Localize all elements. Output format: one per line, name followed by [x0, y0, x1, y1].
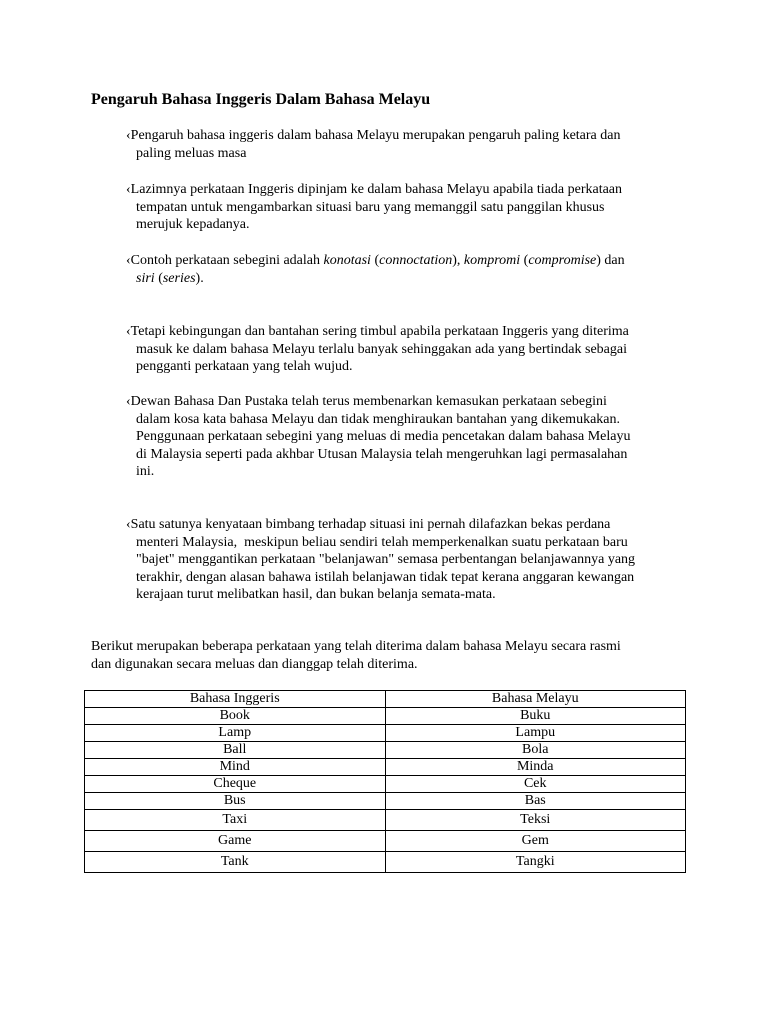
table-row	[85, 793, 686, 810]
term-series: series	[162, 270, 196, 286]
bullet-marker-icon: ‹	[126, 324, 131, 339]
bullet-paragraph-5	[126, 393, 686, 481]
intro-line-1: Berikut merupakan beberapa perkataan yang telah diterima dalam bahasa Melayu secara rasmi	[91, 639, 621, 654]
bullet-4-line-1: Tetapi kebingungan dan bantahan sering timbul apabila perkataan Inggeris yang diterima	[130, 324, 629, 339]
malay-word: Cek	[385, 776, 686, 793]
table-row	[85, 725, 686, 742]
english-word: Lamp	[85, 725, 386, 742]
bullet-3-text: (	[154, 270, 163, 286]
table-row	[85, 776, 686, 793]
english-word: Book	[85, 708, 386, 725]
table-row	[85, 742, 686, 759]
term-connoctation: connoctation	[379, 253, 453, 268]
bullet-5-line-1: Dewan Bahasa Dan Pustaka telah terus membenarkan kemasukan perkataan sebegini	[130, 394, 607, 409]
bullet-1-line-1: Pengaruh bahasa inggeris dalam bahasa Melayu merupakan pengaruh paling ketara dan	[130, 128, 621, 143]
bullet-5-line-2: dalam kosa kata bahasa Melayu dan tidak menghiraukan bantahan yang dikemukakan.	[136, 411, 620, 427]
table-row	[85, 810, 686, 831]
bullet-paragraph-4	[126, 323, 686, 376]
term-siri: siri	[136, 270, 155, 286]
term-konotasi: konotasi	[323, 253, 371, 268]
english-word: Mind	[85, 759, 386, 776]
intro-line-2: dan digunakan secara meluas dan dianggap telah diterima.	[91, 657, 418, 672]
english-word: Taxi	[85, 810, 386, 831]
english-word: Game	[85, 831, 386, 852]
bullet-marker-icon: ‹	[126, 517, 131, 532]
term-kompromi: kompromi	[463, 253, 521, 268]
table-row	[85, 852, 686, 873]
malay-word: Tangki	[385, 852, 686, 873]
bullet-marker-icon: ‹	[126, 253, 131, 268]
malay-word: Minda	[385, 759, 686, 776]
table-row	[85, 759, 686, 776]
bullet-marker-icon: ‹	[126, 394, 131, 409]
malay-word: Lampu	[385, 725, 686, 742]
bullet-4-line-3: pengganti perkataan yang telah wujud.	[136, 359, 353, 374]
bullet-3-text: Contoh perkataan sebegini adalah	[130, 253, 324, 268]
bullet-3-text: (	[520, 253, 529, 268]
header-bahasa-melayu: Bahasa Melayu	[385, 691, 686, 708]
bullet-paragraph-3	[126, 252, 686, 287]
bullet-marker-icon: ‹	[126, 128, 131, 143]
bullet-2-line-3: merujuk kepadanya.	[136, 217, 250, 232]
table-row	[85, 708, 686, 725]
bullet-5-line-5: ini.	[136, 464, 155, 479]
bullet-6-line-3: "bajet" menggantikan perkataan "belanjawan" semasa perbentangan belanjawannya yang	[136, 552, 636, 567]
malay-word: Teksi	[385, 810, 686, 831]
bullet-3-text: ),	[452, 253, 464, 268]
english-word: Cheque	[85, 776, 386, 793]
malay-word: Bas	[385, 793, 686, 810]
table-intro-paragraph	[91, 638, 691, 674]
bullet-2-line-1: Lazimnya perkataan Inggeris dipinjam ke dalam bahasa Melayu apabila tiada perkataan	[130, 182, 623, 197]
bullet-6-line-2: menteri Malaysia, meskipun beliau sendiri telah memperkenalkan suatu perkataan baru	[136, 534, 628, 550]
bullet-1-line-2: paling meluas masa	[136, 145, 247, 161]
bullet-paragraph-1	[126, 127, 686, 162]
bullet-6-line-4: terakhir, dengan alasan bahawa istilah belanjawan tidak tepat kerana anggaran kewangan	[136, 569, 635, 585]
bullet-4-line-2: masuk ke dalam bahasa Melayu terlalu banyak sehinggakan ada yang bertindak sebagai	[136, 341, 627, 357]
bullet-paragraph-2	[126, 181, 686, 234]
table-row	[85, 831, 686, 852]
english-word: Bus	[85, 793, 386, 810]
bullet-3-text: ) dan	[596, 253, 625, 268]
malay-word: Gem	[385, 831, 686, 852]
table-header-row	[85, 691, 686, 708]
loanword-table	[84, 690, 686, 873]
bullet-3-text: ).	[195, 270, 204, 286]
english-word: Tank	[85, 852, 386, 873]
term-compromise: compromise	[528, 253, 597, 268]
bullet-5-line-4: di Malaysia seperti pada akhbar Utusan Malaysia telah mengeruhkan lagi permasalahan	[136, 446, 628, 462]
bullet-3-text: (	[370, 253, 380, 268]
bullet-6-line-1: Satu satunya kenyataan bimbang terhadap situasi ini pernah dilafazkan bekas perdana	[130, 517, 611, 532]
english-word: Ball	[85, 742, 386, 759]
malay-word: Bola	[385, 742, 686, 759]
malay-word: Buku	[385, 708, 686, 725]
bullet-2-line-2: tempatan untuk mengambarkan situasi baru yang memanggil satu panggilan khusus	[136, 199, 605, 215]
bullet-marker-icon: ‹	[126, 182, 131, 197]
page-title: Pengaruh Bahasa Inggeris Dalam Bahasa Melayu	[91, 91, 431, 108]
bullet-paragraph-6	[126, 516, 686, 604]
bullet-6-line-5: kerajaan turut melibatkan hasil, dan bukan belanja semata-mata.	[136, 587, 496, 602]
header-bahasa-inggeris: Bahasa Inggeris	[85, 691, 386, 708]
bullet-5-line-3: Penggunaan perkataan sebegini yang meluas di media pencetakan dalam bahasa Melayu	[136, 429, 631, 444]
